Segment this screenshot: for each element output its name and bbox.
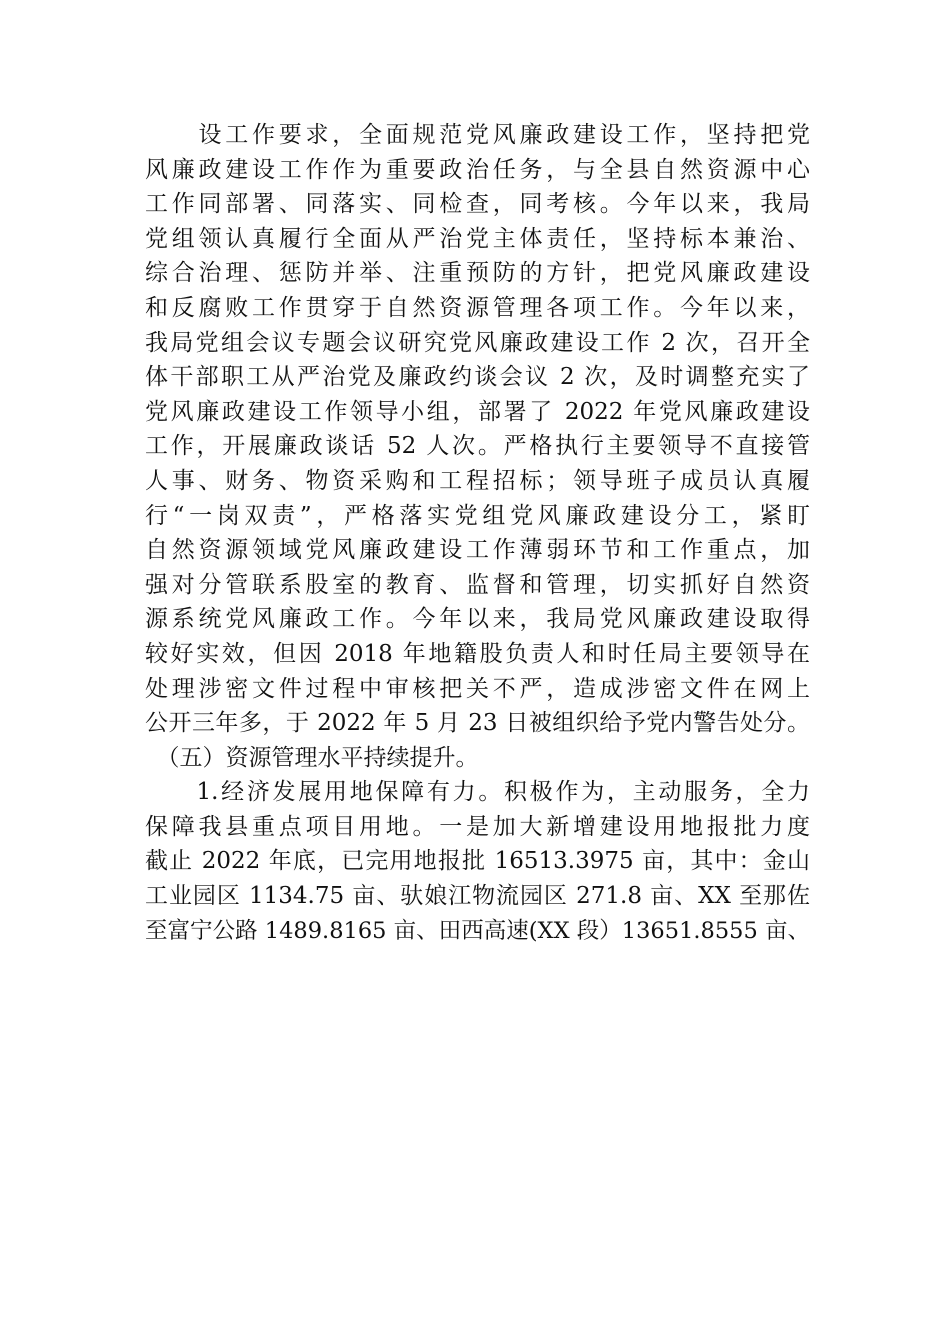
- text-line: 处理涉密文件过程中审核把关不严，造成涉密文件在网上: [145, 675, 810, 702]
- text-line: 工业园区 1134.75 亩、驮娘江物流园区 271.8 亩、XX 至那佐: [145, 883, 810, 910]
- text-line: 体干部职工从严治党及廉政约谈会议 2 次，及时调整充实了: [145, 364, 810, 391]
- text-line: 工作，开展廉政谈话 52 人次。严格执行主要领导不直接管: [145, 433, 810, 460]
- section-heading: （五）资源管理水平持续提升。: [145, 744, 479, 771]
- text-line: 1.经济发展用地保障有力。积极作为，主动服务，全力: [145, 779, 810, 806]
- text-line: 党组领认真履行全面从严治党主体责任，坚持标本兼治、: [145, 225, 810, 252]
- text-line: 设工作要求，全面规范党风廉政建设工作，坚持把党: [145, 122, 810, 148]
- text-line: 党风廉政建设工作领导小组，部署了 2022 年党风廉政建设: [145, 398, 810, 425]
- text-line: 风廉政建设工作作为重要政治任务，与全县自然资源中心: [145, 156, 810, 183]
- body-text: [145, 118, 810, 948]
- text-line: 行“一岗双责”，严格落实党组党风廉政建设分工，紧盯: [145, 502, 810, 529]
- text-line: 至富宁公路 1489.8165 亩、田西高速(XX 段）13651.8555 亩、: [145, 917, 810, 944]
- text-line: 综合治理、惩防并举、注重预防的方针，把党风廉政建设: [145, 260, 810, 287]
- text-line: 工作同部署、同落实、同检查，同考核。今年以来，我局: [145, 191, 810, 218]
- text-line: 人事、财务、物资采购和工程招标；领导班子成员认真履: [145, 467, 810, 494]
- text-line: 公开三年多，于 2022 年 5 月 23 日被组织给予党内警告处分。: [145, 710, 810, 737]
- text-line: 我局党组会议专题会议研究党风廉政建设工作 2 次，召开全: [145, 329, 810, 356]
- text-line: 和反腐败工作贯穿于自然资源管理各项工作。今年以来，: [145, 294, 810, 321]
- text-line: 自然资源领域党风廉政建设工作薄弱环节和工作重点，加: [145, 537, 810, 564]
- text-line: 源系统党风廉政工作。今年以来，我局党风廉政建设取得: [145, 606, 810, 633]
- text-line: 保障我县重点项目用地。一是加大新增建设用地报批力度: [145, 813, 810, 840]
- text-line: 较好实效，但因 2018 年地籍股负责人和时任局主要领导在: [145, 640, 810, 667]
- text-line: 截止 2022 年底，已完用地报批 16513.3975 亩，其中：金山: [145, 848, 810, 875]
- text-line: 强对分管联系股室的教育、监督和管理，切实抓好自然资: [145, 571, 810, 598]
